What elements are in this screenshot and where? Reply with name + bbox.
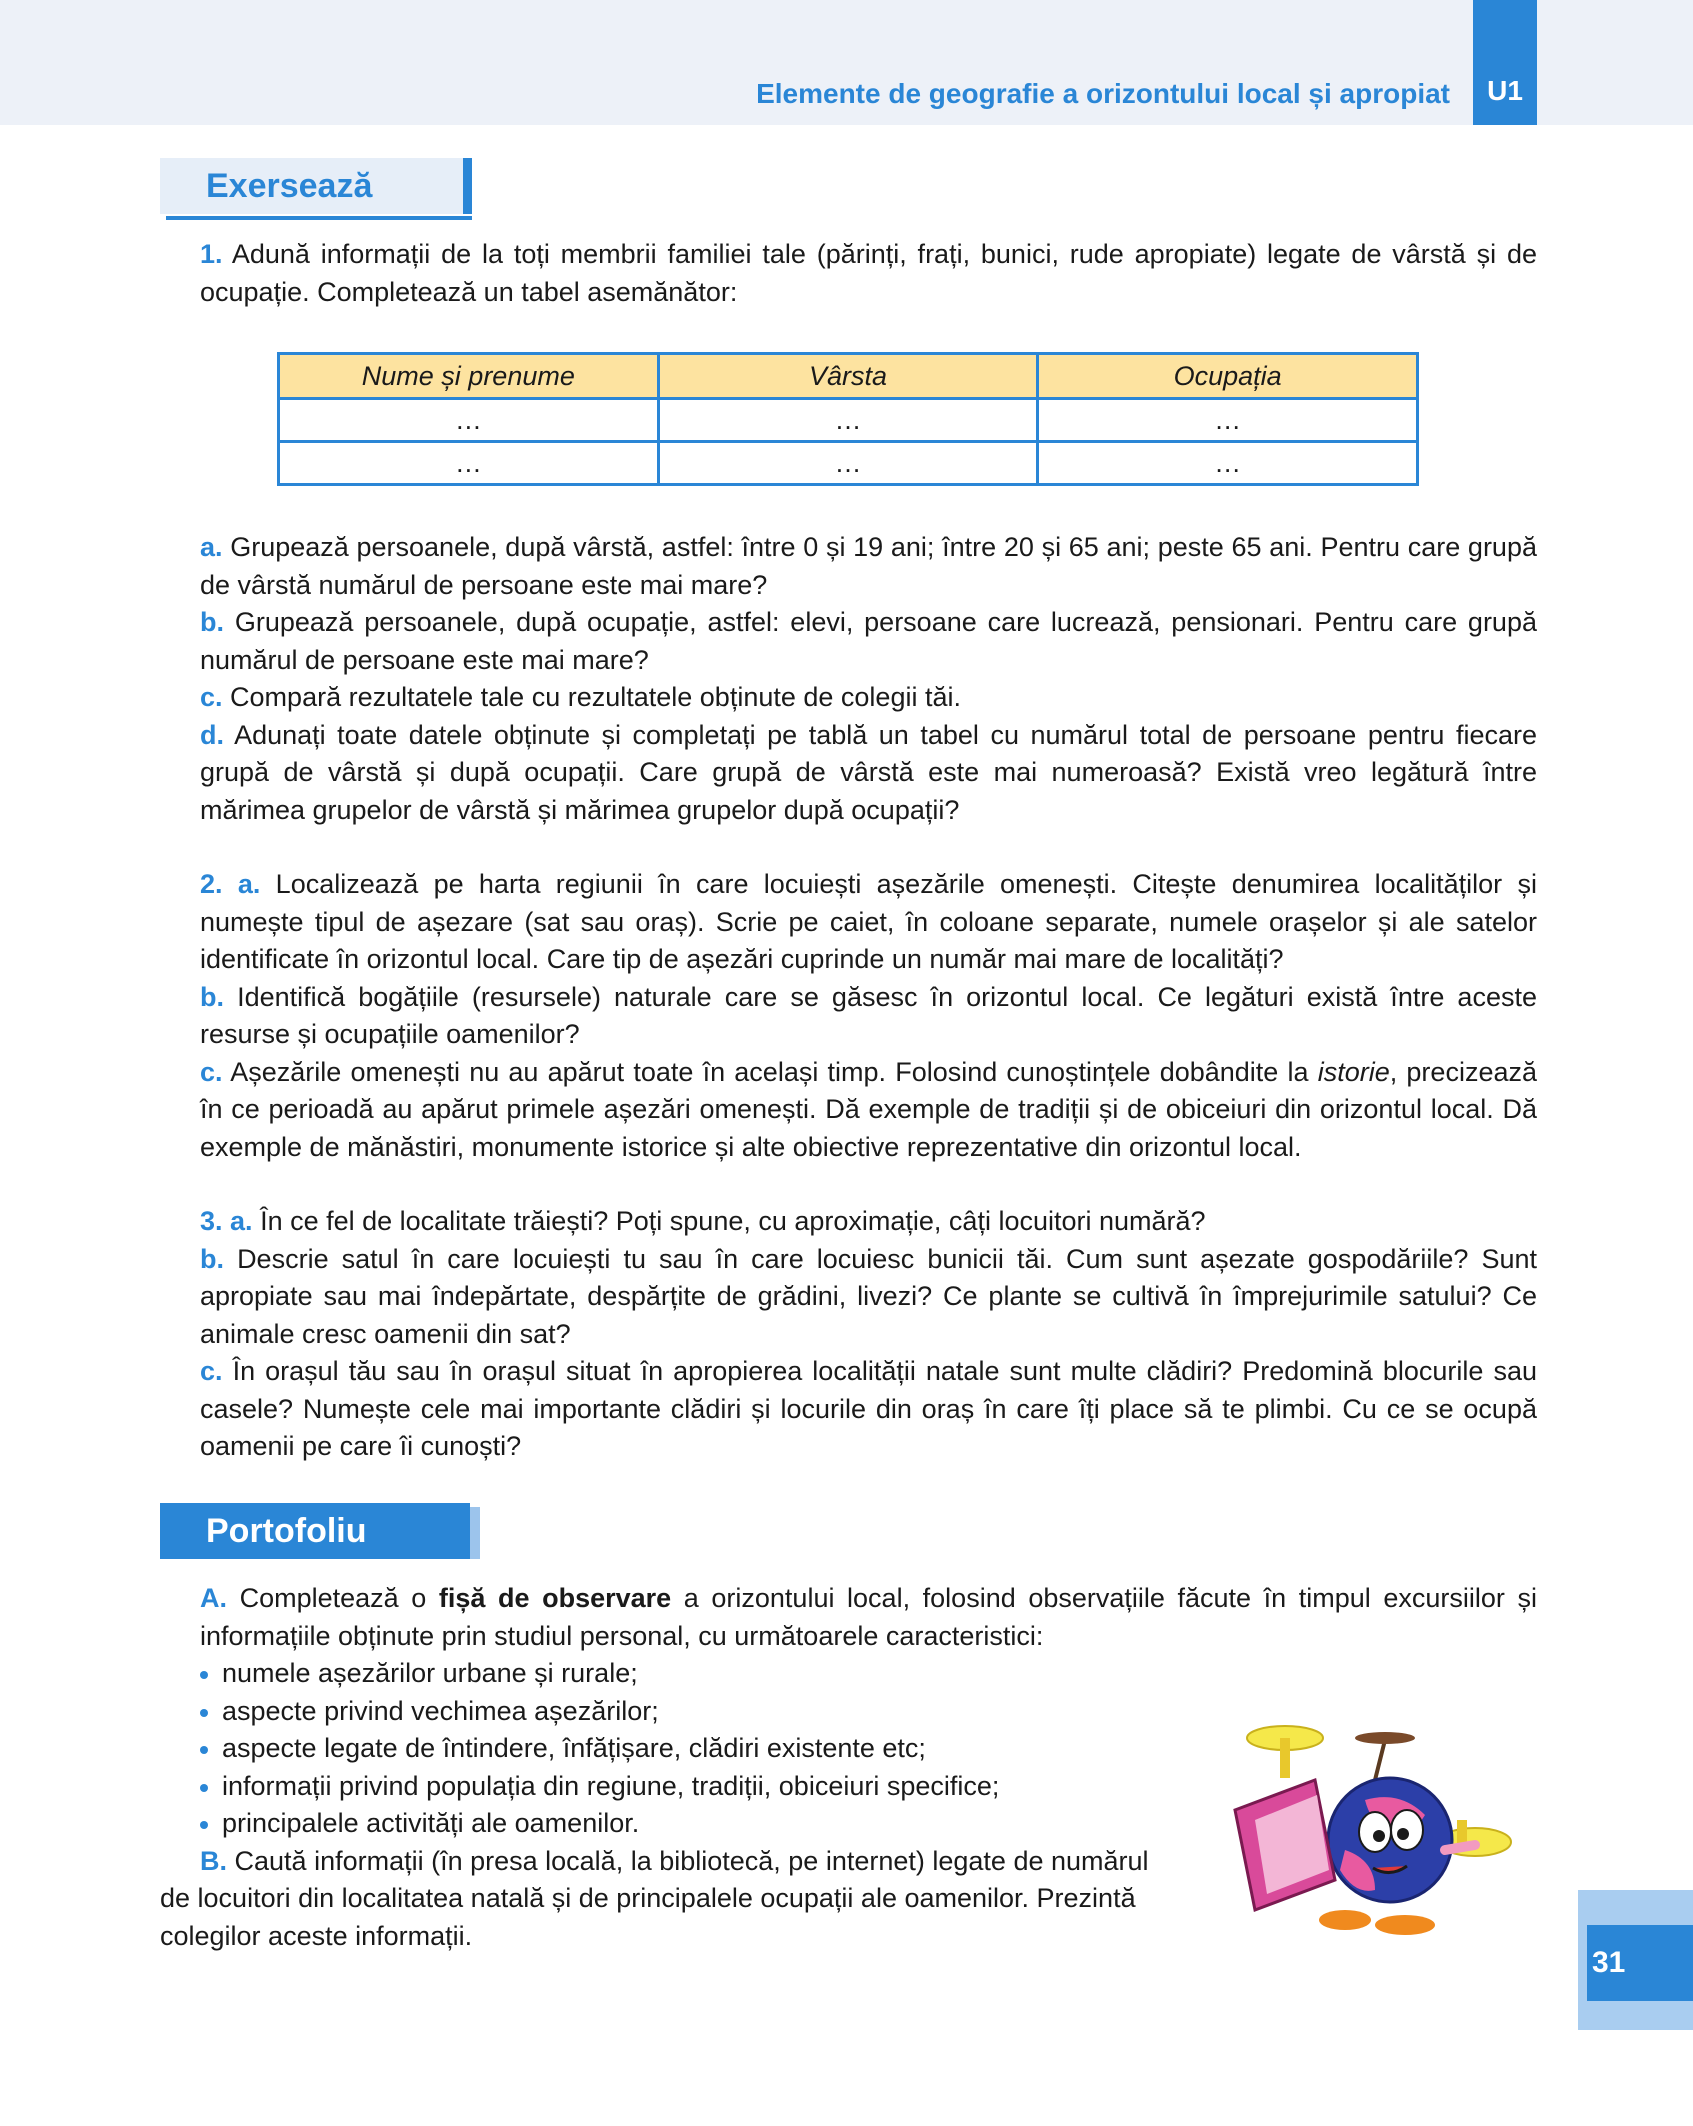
exercise-1d-text: Adunați toate datele obținute și completați pe tablă un tabel cu numărul total de persoane pentru fiecare grupă de vârstă și după ocupații. Care grupă de vârstă este mai numeroasă? Există vreo legătură între mărimea grupelor de vârstă și mărimea grupelor după ocupații?	[200, 719, 1538, 825]
table-header-cell: Nume și prenume	[279, 354, 659, 399]
portfolio-a	[160, 1580, 1537, 1655]
exercise-1c-text: Compară rezultatele tale cu rezultatele obținute de colegii tăi.	[230, 682, 961, 712]
exercise-3c	[160, 1353, 1537, 1466]
label-1d: d.	[200, 719, 224, 750]
list-item: numele așezărilor urbane și rurale;	[200, 1655, 1537, 1693]
section-title-portofoliu-label: Portofoliu	[206, 1511, 367, 1550]
label-3a: 3. a.	[200, 1206, 253, 1236]
table-header-cell: Ocupația	[1038, 354, 1418, 399]
table-cell: …	[658, 442, 1038, 485]
portfolio-b-line1: Caută informații (în presa locală, la bibliotecă, pe internet) legate de numărul	[234, 1845, 1149, 1876]
exercise-3b-text: Descrie satul în care locuiești tu sau în care locuiesc bunicii tăi. Cum sunt așezate gospodăriile? Sunt apropiate sau mai îndepărtate, despărțite de grădini, livezi? Ce plante se cultivă în împrejurimile satului? Ce animale cresc oamenii din sat?	[200, 1243, 1537, 1349]
label-3b: b.	[200, 1243, 224, 1274]
exercise-3a	[160, 1203, 1537, 1241]
list-item: informații privind populația din regiune, tradiții, obiceiuri specifice;	[200, 1768, 1537, 1806]
exercise-2c	[160, 1054, 1537, 1167]
exercise-3c-text: În orașul tău sau în orașul situat în apropierea localității natale sunt multe clădiri? Predomină blocurile sau casele? Numește cele mai importante clădiri și locurile din oraș în care îți place să te plimbi. Cu ce se ocupă oamenii pe care îi cunoști?	[200, 1356, 1537, 1461]
label-2b: b.	[200, 981, 224, 1012]
unit-label: U1	[1487, 75, 1523, 106]
label-1c: c.	[200, 682, 223, 712]
portfolio-a-text-end: a orizontului local, folosind observațiile făcute în timpul excursiilor și informațiile obținute prin studiul personal, cu următoarele caracteristici:	[200, 1583, 1537, 1651]
list-item: aspecte legate de întindere, înfățișare, clădiri existente etc;	[200, 1730, 1537, 1768]
exercise-3b	[160, 1241, 1537, 1354]
section-title-exerseaza	[160, 158, 472, 214]
label-2c: c.	[200, 1056, 223, 1087]
unit-tab	[1473, 0, 1537, 125]
exercise-1-intro	[160, 236, 1537, 311]
list-item: principalele activități ale oamenilor.	[200, 1805, 1537, 1843]
label-2a: 2. a.	[200, 869, 261, 899]
table-header-row	[279, 354, 1418, 399]
table-row	[279, 399, 1418, 442]
exercise-2b-text: Identifică bogățiile (resursele) naturale care se găsesc în orizontul local. Ce legături există între aceste resurse și ocupațiile oamenilor?	[200, 981, 1537, 1049]
portfolio-b	[160, 1843, 1200, 1956]
label-1: 1.	[200, 239, 223, 269]
label-A: A.	[200, 1583, 227, 1613]
exercise-3a-text: În ce fel de localitate trăiești? Poți spune, cu aproximație, câți locuitori numără?	[260, 1206, 1206, 1236]
exercise-1a	[160, 529, 1537, 604]
label-3c: c.	[200, 1356, 223, 1386]
cartoon-globe-reading-book-icon	[1225, 1720, 1515, 1940]
table-row	[279, 442, 1418, 485]
list-item: aspecte privind vechimea așezărilor;	[200, 1693, 1537, 1731]
page-number	[1587, 1925, 1693, 2001]
exercises-body	[160, 529, 1537, 1466]
chapter-title: Elemente de geografie a orizontului local și apropiat	[756, 78, 1450, 109]
exercise-1b	[160, 604, 1537, 679]
exercise-2c-text-end: , precizează în ce perioadă au apărut primele așezări omenești. Dă exemple de tradiții și de obiceiuri din orizontul local. Dă exemple de mănăstiri, monumente istorice și alte obiective reprezentative din orizontul local.	[200, 1056, 1537, 1162]
exercise-1c	[160, 679, 1537, 717]
portfolio-b-line3: colegilor aceste informații.	[160, 1920, 473, 1951]
exercise-2a	[160, 866, 1537, 979]
exercise-2c-text: Așezările omenești nu au apărut toate în același timp. Folosind cunoștințele dobândite la	[230, 1056, 1309, 1087]
section-title-portofoliu	[160, 1503, 470, 1559]
exercise-2a-text: Localizează pe harta regiunii în care locuiești așezările omenești. Citește denumirea localităților și numește tipul de așezare (sat sau oraș). Scrie pe caiet, în coloane separate, numele orașelor și ale satelor identificate în orizontul local. Care tip de așezări cuprinde un număr mai mare de localități?	[200, 869, 1537, 974]
label-1a: a.	[200, 532, 223, 562]
table-cell: …	[658, 399, 1038, 442]
exercise-2b	[160, 979, 1537, 1054]
portfolio-a-text: Completează o	[239, 1583, 427, 1613]
table-cell: …	[279, 442, 659, 485]
sample-table	[277, 352, 1419, 486]
table-cell: …	[1038, 399, 1418, 442]
observation-sheet-term: fișă de observare	[438, 1583, 672, 1613]
table-header-cell: Vârsta	[658, 354, 1038, 399]
portfolio-b-line2: de locuitori din localitatea natală și de principalele ocupații ale oamenilor. Prezintă	[160, 1883, 1136, 1913]
label-B: B.	[200, 1845, 227, 1876]
exercise-1a-text: Grupează persoanele, după vârstă, astfel: între 0 și 19 ani; între 20 și 65 ani; peste 65 ani. Pentru care grupă de vârstă numărul de persoane este mai mare?	[200, 532, 1537, 600]
history-term: istorie	[1317, 1056, 1390, 1087]
page-number-label: 31	[1592, 1946, 1626, 1979]
exercise-1-text: Adună informații de la toți membrii familiei tale (părinți, frați, bunici, rude apropiate) legate de vârstă și de ocupație. Completează un tabel asemănător:	[200, 239, 1537, 307]
table-cell: …	[279, 399, 659, 442]
exercise-1b-text: Grupează persoanele, după ocupație, astfel: elevi, persoane care lucrează, pensionari. Pentru care grupă numărul de persoane este mai mare?	[200, 607, 1537, 675]
section-title-exerseaza-label: Exersează	[206, 166, 373, 205]
label-1b: b.	[200, 607, 224, 637]
exercise-1d	[160, 717, 1537, 830]
table-cell: …	[1038, 442, 1418, 485]
